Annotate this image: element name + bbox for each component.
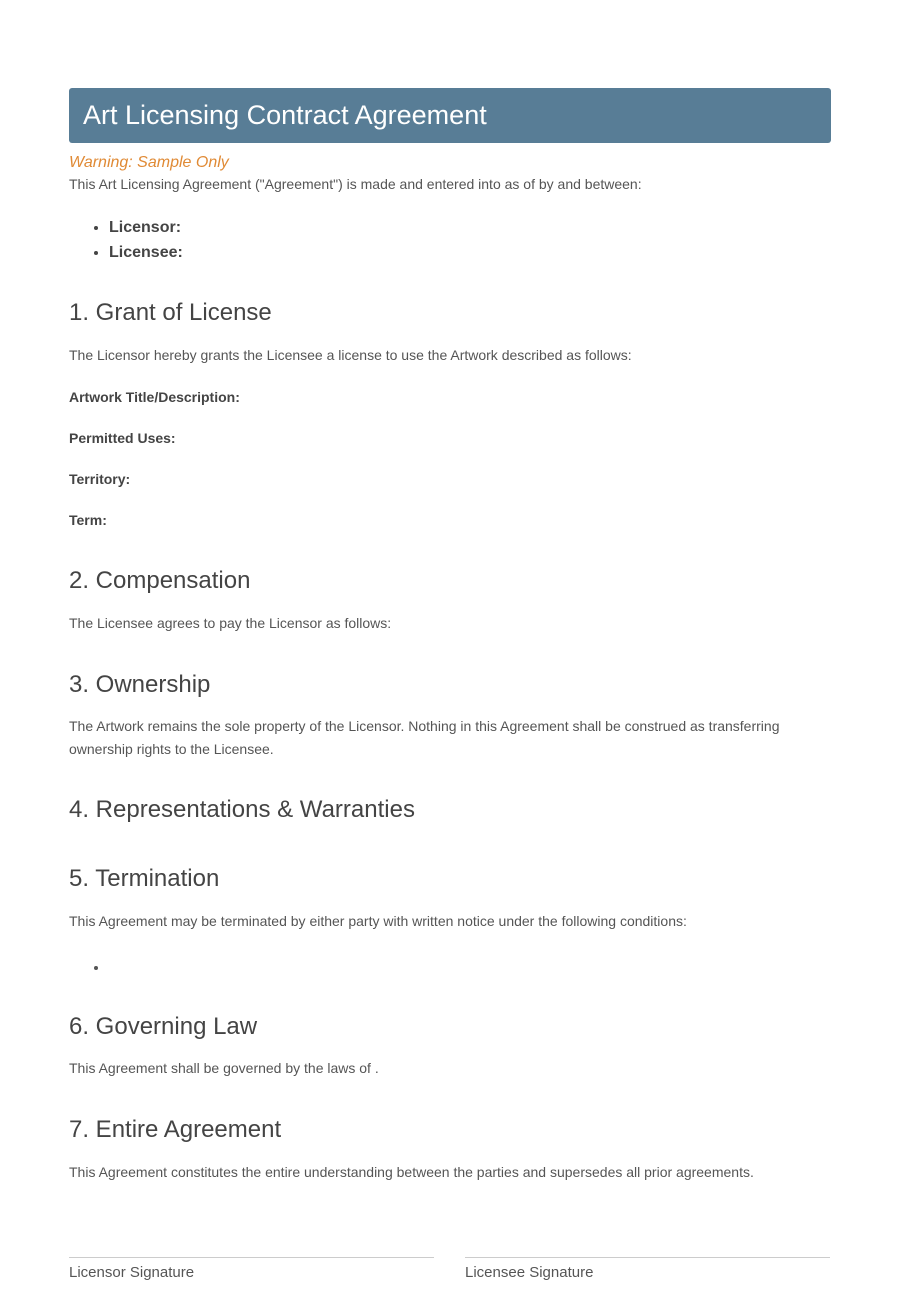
termination-text: This Agreement may be terminated by either party with written notice under the following conditions: (69, 913, 687, 929)
party-licensee: • Licensee: (109, 240, 183, 265)
licensor-signature-line (69, 1257, 434, 1282)
intro-paragraph: This Art Licensing Agreement ("Agreement") is made and entered into as of by and between: (69, 176, 642, 192)
party-licensor: • Licensor: (109, 215, 183, 240)
section-heading-compensation: 2. Compensation (69, 567, 251, 594)
field-artwork-title: Artwork Title/Description: (69, 389, 240, 405)
section-heading-ownership: 3. Ownership (69, 671, 211, 698)
section-heading-representations-warranties: 4. Representations & Warranties (69, 796, 415, 823)
contract-document (69, 88, 831, 1281)
document-title-bar (69, 88, 831, 143)
governing-law-text: This Agreement shall be governed by the laws of . (69, 1060, 379, 1076)
sample-warning: Warning: Sample Only (69, 154, 229, 171)
section-heading-governing-law: 6. Governing Law (69, 1013, 258, 1040)
compensation-text: The Licensee agrees to pay the Licensor as follows: (69, 615, 392, 631)
entire-agreement-text: This Agreement constitutes the entire understanding between the parties and supersedes all prior agreements. (69, 1164, 754, 1180)
section-heading-grant-of-license: 1. Grant of License (69, 299, 272, 326)
grant-of-license-text: The Licensor hereby grants the Licensee a license to use the Artwork described as follows: (69, 347, 632, 363)
section-heading-termination: 5. Termination (69, 865, 220, 892)
ownership-text: The Artwork remains the sole property of the Licensor. Nothing in this Agreement shall be construed as transferring ownership rights to the Licensee. (69, 718, 780, 757)
field-territory: Territory: (69, 471, 131, 487)
field-term: Term: (69, 512, 107, 528)
document-title: Art Licensing Contract Agreement (83, 100, 487, 130)
licensee-signature-label: Licensee Signature (465, 1264, 594, 1281)
parties-list (109, 215, 183, 265)
field-permitted-uses: Permitted Uses: (69, 430, 176, 446)
licensor-signature-label: Licensor Signature (69, 1264, 195, 1281)
licensee-signature-line (465, 1257, 830, 1282)
section-heading-entire-agreement: 7. Entire Agreement (69, 1116, 282, 1143)
